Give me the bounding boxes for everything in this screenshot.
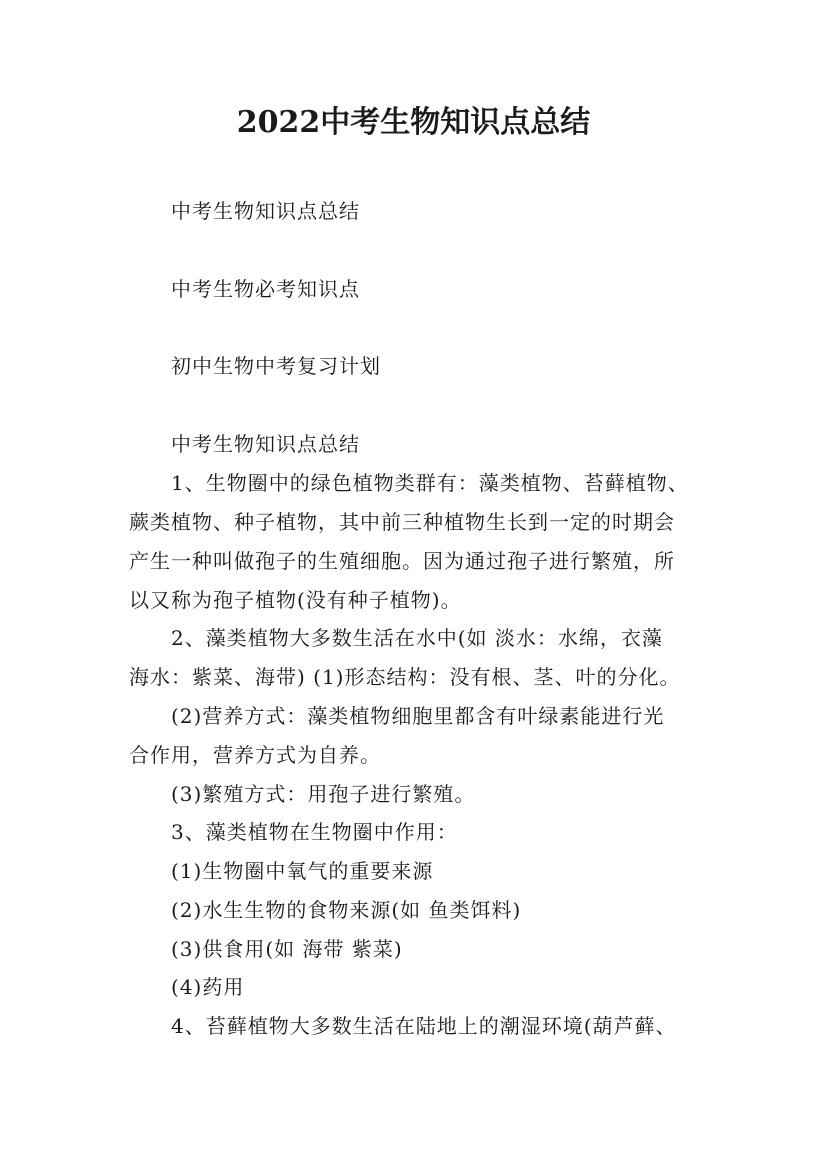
paragraph-line: (4)药用 [171,975,245,999]
paragraph-line: 2、藻类植物大多数生活在水中(如 淡水：水绵，衣藻 [171,626,663,650]
paragraph-line: 4、苔藓植物大多数生活在陆地上的潮湿环境(葫芦藓、 [171,1014,677,1038]
paragraph-line: 蕨类植物、种子植物，其中前三种植物生长到一定的时期会 [129,510,675,534]
heading-line: 初中生物中考复习计划 [171,354,381,378]
heading-line: 中考生物知识点总结 [171,199,360,223]
heading-line: 中考生物知识点总结 [171,432,360,456]
heading-line: 中考生物必考知识点 [171,277,360,301]
paragraph-line: (2)营养方式：藻类植物细胞里都含有叶绿素能进行光 [171,704,665,728]
paragraph-line: (3)供食用(如 海带 紫菜) [171,937,403,961]
paragraph-line: 以又称为孢子植物(没有种子植物)。 [129,588,462,612]
paragraph-line: 3、藻类植物在生物圈中作用： [171,820,458,844]
paragraph-line: 产生一种叫做孢子的生殖细胞。因为通过孢子进行繁殖，所 [129,549,675,573]
paragraph-line: (2)水生生物的食物来源(如 鱼类饵料) [171,898,522,922]
paragraph-line: (3)繁殖方式：用孢子进行繁殖。 [171,782,476,806]
document-title: 2022中考生物知识点总结 [236,105,591,140]
paragraph-line: 海水：紫菜、海带) (1)形态结构：没有根、茎、叶的分化。 [129,665,681,689]
paragraph-line: 合作用，营养方式为自养。 [129,743,381,767]
paragraph-line: (1)生物圈中氧气的重要来源 [171,859,434,883]
paragraph-line: 1、生物圈中的绿色植物类群有：藻类植物、苔藓植物、 [171,471,689,495]
